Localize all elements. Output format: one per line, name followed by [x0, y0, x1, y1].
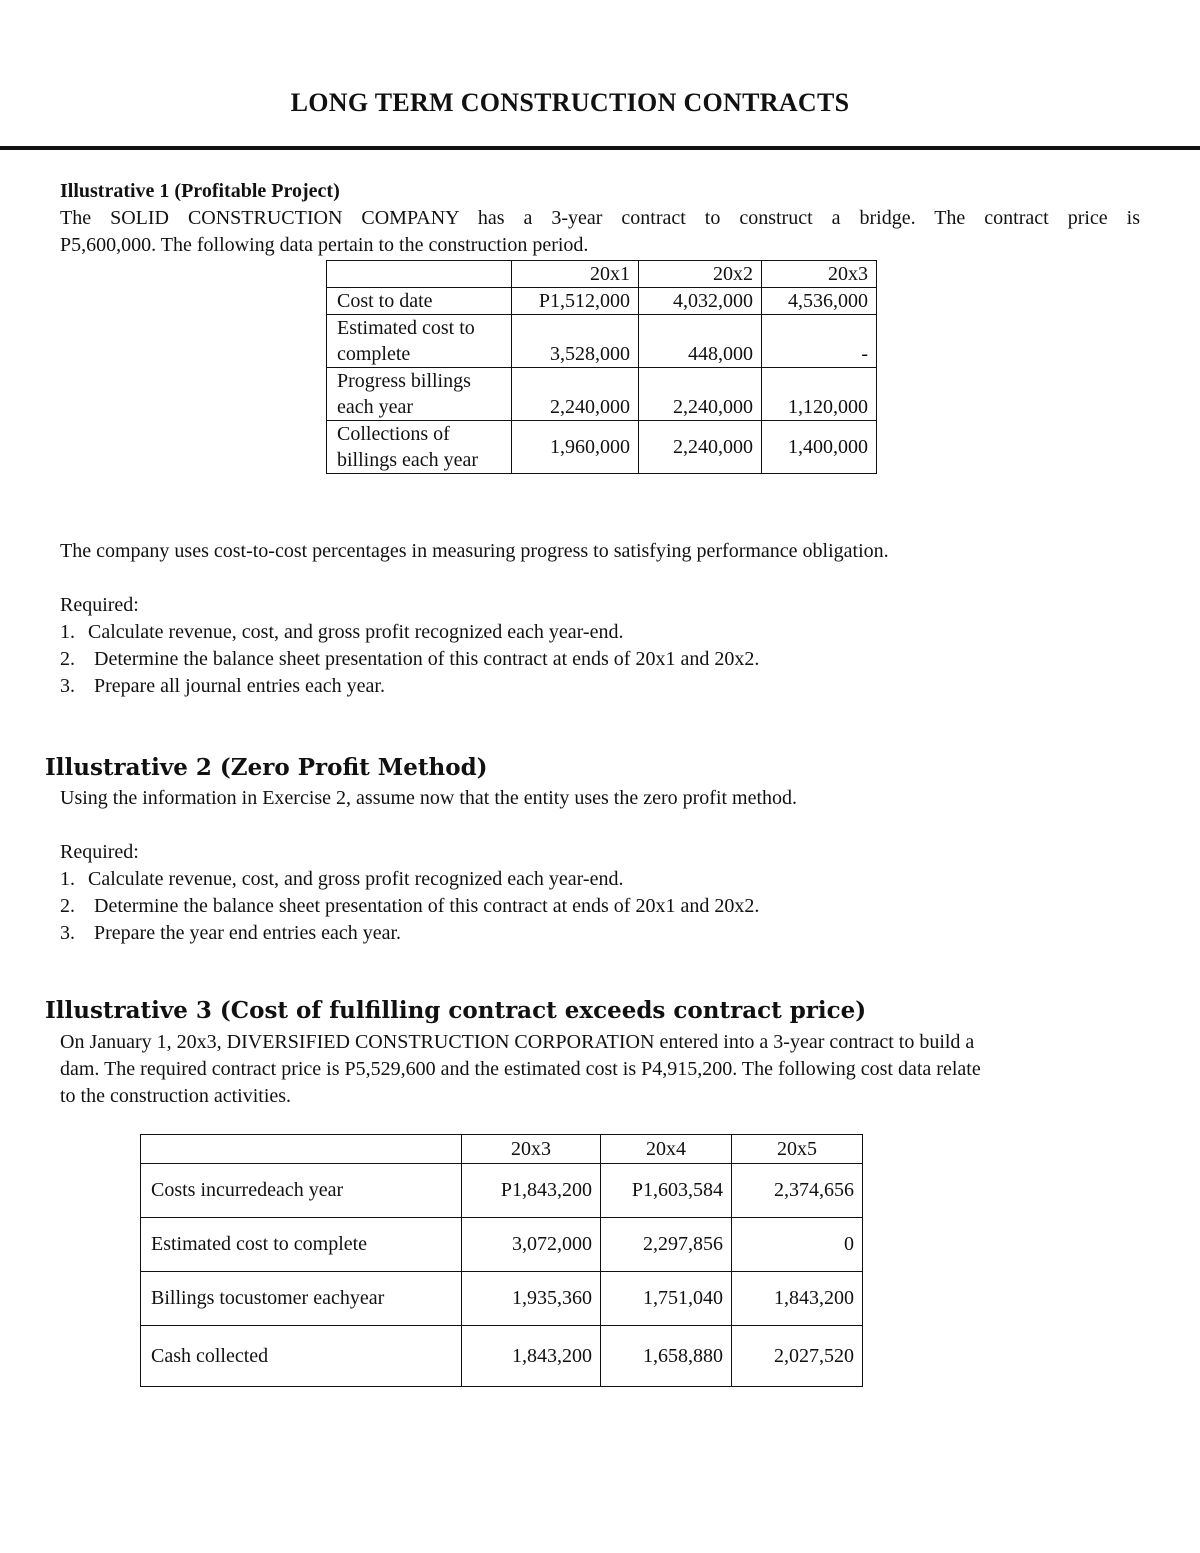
table-row [141, 1326, 863, 1387]
table-cell: 1,935,360 [462, 1272, 601, 1326]
table-row [141, 1164, 863, 1218]
table-cell: 1,120,000 [762, 368, 877, 421]
row-label: Cost to date [327, 288, 512, 315]
row-label: Estimated cost to complete [327, 315, 512, 368]
table-cell: 2,240,000 [639, 368, 762, 421]
row-label: Progress billings each year [327, 368, 512, 421]
table-cell: 2,240,000 [639, 421, 762, 474]
row-label: Cash collected [141, 1326, 462, 1387]
table-row [327, 288, 877, 315]
list-item [60, 673, 759, 700]
table-header-row [141, 1135, 863, 1164]
list-item [60, 893, 759, 920]
column-header: 20x1 [512, 261, 639, 288]
list-item [60, 920, 759, 947]
list-text: Calculate revenue, cost, and gross profit recognized each year-end. [88, 868, 624, 890]
illustrative-2-intro: Using the information in Exercise 2, assume now that the entity uses the zero profit method. [60, 787, 798, 809]
title-divider [0, 146, 1200, 150]
illustrative-1-intro-line-2: P5,600,000. The following data pertain to the construction period. [60, 234, 589, 256]
table-cell: 1,960,000 [512, 421, 639, 474]
list-text: Prepare the year end entries each year. [94, 922, 402, 944]
table-cell: P1,603,584 [601, 1164, 732, 1218]
illustrative-1-heading: Illustrative 1 (Profitable Project) [60, 180, 340, 202]
illustrative-3-intro-line-3: to the construction activities. [60, 1085, 292, 1107]
table-cell: - [762, 315, 877, 368]
list-number: 3. [60, 675, 75, 697]
illustrative-3-intro [60, 1029, 1145, 1110]
table-cell: 0 [732, 1218, 863, 1272]
illustrative-1-required [60, 592, 759, 700]
table-cell: 2,027,520 [732, 1326, 863, 1387]
table-cell: 4,032,000 [639, 288, 762, 315]
row-label: Estimated cost to complete [141, 1218, 462, 1272]
table-cell: 2,297,856 [601, 1218, 732, 1272]
table-cell: 3,072,000 [462, 1218, 601, 1272]
list-number: 1. [60, 868, 75, 890]
illustrative-1-table [326, 260, 877, 474]
list-number: 2. [60, 648, 75, 670]
illustrative-1-note: The company uses cost-to-cost percentages in measuring progress to satisfying performance obligation. [60, 540, 889, 562]
table-cell: 3,528,000 [512, 315, 639, 368]
illustrative-3-intro-line-2: dam. The required contract price is P5,529,600 and the estimated cost is P4,915,200. The following cost data relate [60, 1058, 981, 1080]
list-text: Determine the balance sheet presentation of this contract at ends of 20x1 and 20x2. [94, 895, 760, 917]
list-item [60, 646, 759, 673]
illustrative-3-heading: Illustrative 3 (Cost of fulfilling contract exceeds contract price) [45, 997, 867, 1024]
table-row [327, 315, 877, 368]
row-label: Billings tocustomer eachyear [141, 1272, 462, 1326]
list-number: 3. [60, 922, 75, 944]
required-list [60, 866, 759, 947]
list-number: 1. [60, 621, 75, 643]
row-label: Collections of billings each year [327, 421, 512, 474]
page-title: LONG TERM CONSTRUCTION CONTRACTS [290, 88, 850, 117]
table-row [327, 421, 877, 474]
table-cell: 1,843,200 [732, 1272, 863, 1326]
table-corner-cell [141, 1135, 462, 1164]
list-item [60, 866, 759, 893]
column-header: 20x5 [732, 1135, 863, 1164]
list-number: 2. [60, 895, 75, 917]
illustrative-2-required [60, 839, 759, 947]
table-cell: P1,512,000 [512, 288, 639, 315]
list-text: Prepare all journal entries each year. [94, 675, 385, 697]
required-label: Required: [60, 841, 139, 863]
row-label: Costs incurredeach year [141, 1164, 462, 1218]
illustrative-1-section [60, 178, 1140, 259]
table-cell: 1,400,000 [762, 421, 877, 474]
table-cell: 1,658,880 [601, 1326, 732, 1387]
table-row [141, 1218, 863, 1272]
table-corner-cell [327, 261, 512, 288]
table-row [327, 368, 877, 421]
illustrative-2-heading: Illustrative 2 (Zero Profit Method) [45, 754, 488, 781]
column-header: 20x4 [601, 1135, 732, 1164]
illustrative-1-intro-line-1: The SOLID CONSTRUCTION COMPANY has a 3-year contract to construct a bridge. The contract price is [60, 207, 1140, 229]
list-text: Determine the balance sheet presentation of this contract at ends of 20x1 and 20x2. [94, 648, 760, 670]
table-cell: P1,843,200 [462, 1164, 601, 1218]
illustrative-3-intro-line-1: On January 1, 20x3, DIVERSIFIED CONSTRUCTION CORPORATION entered into a 3-year contract to build a [60, 1031, 975, 1053]
column-header: 20x3 [462, 1135, 601, 1164]
required-list [60, 619, 759, 700]
illustrative-3-table [140, 1134, 863, 1387]
table-cell: 1,751,040 [601, 1272, 732, 1326]
column-header: 20x2 [639, 261, 762, 288]
required-label: Required: [60, 594, 139, 616]
table-row [141, 1272, 863, 1326]
table-cell: 1,843,200 [462, 1326, 601, 1387]
list-text: Calculate revenue, cost, and gross profit recognized each year-end. [88, 621, 624, 643]
table-cell: 448,000 [639, 315, 762, 368]
table-cell: 2,240,000 [512, 368, 639, 421]
table-cell: 2,374,656 [732, 1164, 863, 1218]
table-header-row [327, 261, 877, 288]
table-cell: 4,536,000 [762, 288, 877, 315]
list-item [60, 619, 759, 646]
column-header: 20x3 [762, 261, 877, 288]
